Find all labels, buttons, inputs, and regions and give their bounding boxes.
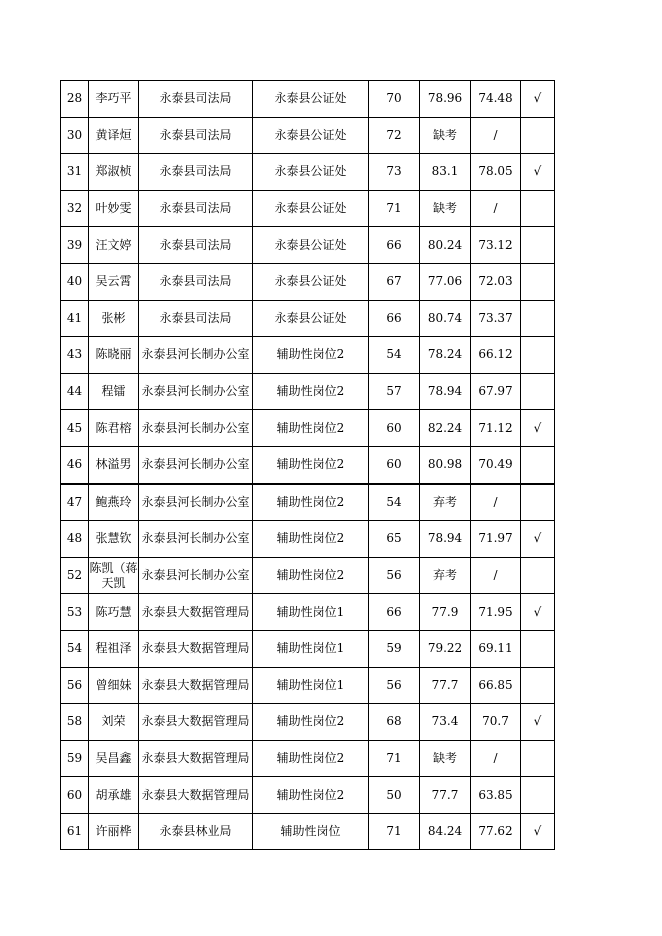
cell-post: 辅助性岗位2 bbox=[253, 337, 369, 374]
table-row bbox=[61, 777, 555, 814]
cell-number: 60 bbox=[61, 777, 89, 814]
cell-selected-mark bbox=[521, 300, 555, 337]
cell-name: 汪文婷 bbox=[89, 227, 139, 264]
cell-selected-mark bbox=[521, 263, 555, 300]
cell-total-score: 77.62 bbox=[471, 813, 521, 850]
cell-post: 辅助性岗位2 bbox=[253, 484, 369, 521]
cell-name: 陈君榕 bbox=[89, 410, 139, 447]
cell-interview-score: 缺考 bbox=[420, 117, 471, 154]
table-row bbox=[61, 81, 555, 118]
cell-unit: 永泰县大数据管理局 bbox=[139, 704, 253, 741]
cell-total-score: 72.03 bbox=[471, 263, 521, 300]
cell-number: 52 bbox=[61, 557, 89, 594]
cell-name: 李巧平 bbox=[89, 81, 139, 118]
cell-unit: 永泰县河长制办公室 bbox=[139, 373, 253, 410]
cell-post: 辅助性岗位2 bbox=[253, 410, 369, 447]
cell-interview-score: 84.24 bbox=[420, 813, 471, 850]
cell-name: 吴云霄 bbox=[89, 263, 139, 300]
results-table bbox=[60, 80, 555, 850]
table-row bbox=[61, 190, 555, 227]
cell-number: 39 bbox=[61, 227, 89, 264]
cell-name: 黄译烜 bbox=[89, 117, 139, 154]
cell-number: 56 bbox=[61, 667, 89, 704]
cell-unit: 永泰县司法局 bbox=[139, 81, 253, 118]
cell-interview-score: 77.7 bbox=[420, 777, 471, 814]
table-row bbox=[61, 813, 555, 850]
cell-selected-mark bbox=[521, 777, 555, 814]
cell-name: 胡承雄 bbox=[89, 777, 139, 814]
cell-selected-mark bbox=[521, 117, 555, 154]
cell-selected-mark bbox=[521, 337, 555, 374]
cell-selected-mark: √ bbox=[521, 704, 555, 741]
cell-number: 59 bbox=[61, 740, 89, 777]
table-row bbox=[61, 227, 555, 264]
cell-name: 陈晓丽 bbox=[89, 337, 139, 374]
cell-total-score: 67.97 bbox=[471, 373, 521, 410]
cell-total-score: / bbox=[471, 484, 521, 521]
cell-unit: 永泰县大数据管理局 bbox=[139, 740, 253, 777]
cell-total-score: 74.48 bbox=[471, 81, 521, 118]
cell-post: 辅助性岗位2 bbox=[253, 521, 369, 558]
cell-total-score: 78.05 bbox=[471, 154, 521, 191]
cell-post: 辅助性岗位1 bbox=[253, 594, 369, 631]
cell-number: 54 bbox=[61, 630, 89, 667]
cell-interview-score: 弃考 bbox=[420, 557, 471, 594]
cell-selected-mark bbox=[521, 446, 555, 483]
cell-post: 永泰县公证处 bbox=[253, 190, 369, 227]
cell-total-score: 66.12 bbox=[471, 337, 521, 374]
cell-name: 郑淑桢 bbox=[89, 154, 139, 191]
cell-unit: 永泰县大数据管理局 bbox=[139, 667, 253, 704]
cell-total-score: / bbox=[471, 557, 521, 594]
table-row bbox=[61, 373, 555, 410]
cell-total-score: / bbox=[471, 190, 521, 227]
cell-interview-score: 80.98 bbox=[420, 446, 471, 483]
table-row bbox=[61, 594, 555, 631]
cell-number: 43 bbox=[61, 337, 89, 374]
cell-written-score: 56 bbox=[369, 557, 420, 594]
cell-interview-score: 83.1 bbox=[420, 154, 471, 191]
cell-number: 32 bbox=[61, 190, 89, 227]
cell-interview-score: 78.94 bbox=[420, 521, 471, 558]
cell-name: 林溢男 bbox=[89, 446, 139, 483]
cell-selected-mark bbox=[521, 740, 555, 777]
cell-number: 28 bbox=[61, 81, 89, 118]
table-row bbox=[61, 630, 555, 667]
table-row bbox=[61, 410, 555, 447]
cell-written-score: 54 bbox=[369, 337, 420, 374]
cell-selected-mark: √ bbox=[521, 594, 555, 631]
cell-unit: 永泰县河长制办公室 bbox=[139, 337, 253, 374]
cell-interview-score: 73.4 bbox=[420, 704, 471, 741]
table-row bbox=[61, 484, 555, 521]
cell-total-score: 71.95 bbox=[471, 594, 521, 631]
table-row bbox=[61, 154, 555, 191]
cell-written-score: 60 bbox=[369, 446, 420, 483]
cell-written-score: 72 bbox=[369, 117, 420, 154]
cell-name: 陈凯（蒋天凯 bbox=[89, 557, 139, 594]
cell-number: 40 bbox=[61, 263, 89, 300]
cell-selected-mark: √ bbox=[521, 813, 555, 850]
cell-selected-mark bbox=[521, 630, 555, 667]
cell-post: 辅助性岗位1 bbox=[253, 630, 369, 667]
table-row bbox=[61, 337, 555, 374]
cell-written-score: 56 bbox=[369, 667, 420, 704]
cell-number: 53 bbox=[61, 594, 89, 631]
cell-interview-score: 缺考 bbox=[420, 190, 471, 227]
cell-total-score: 69.11 bbox=[471, 630, 521, 667]
cell-unit: 永泰县司法局 bbox=[139, 190, 253, 227]
cell-written-score: 66 bbox=[369, 594, 420, 631]
cell-unit: 永泰县河长制办公室 bbox=[139, 446, 253, 483]
cell-written-score: 70 bbox=[369, 81, 420, 118]
cell-number: 44 bbox=[61, 373, 89, 410]
cell-interview-score: 78.24 bbox=[420, 337, 471, 374]
cell-post: 辅助性岗位2 bbox=[253, 557, 369, 594]
cell-unit: 永泰县大数据管理局 bbox=[139, 777, 253, 814]
cell-total-score: 73.37 bbox=[471, 300, 521, 337]
cell-written-score: 65 bbox=[369, 521, 420, 558]
cell-interview-score: 弃考 bbox=[420, 484, 471, 521]
cell-selected-mark bbox=[521, 484, 555, 521]
cell-number: 31 bbox=[61, 154, 89, 191]
table-row bbox=[61, 557, 555, 594]
table-row bbox=[61, 446, 555, 483]
table-row bbox=[61, 740, 555, 777]
cell-total-score: 71.12 bbox=[471, 410, 521, 447]
cell-name: 张慧钦 bbox=[89, 521, 139, 558]
cell-unit: 永泰县司法局 bbox=[139, 263, 253, 300]
cell-unit: 永泰县河长制办公室 bbox=[139, 521, 253, 558]
cell-selected-mark: √ bbox=[521, 154, 555, 191]
cell-interview-score: 77.9 bbox=[420, 594, 471, 631]
cell-total-score: 70.7 bbox=[471, 704, 521, 741]
cell-interview-score: 77.06 bbox=[420, 263, 471, 300]
cell-name: 鲍燕玲 bbox=[89, 484, 139, 521]
cell-unit: 永泰县司法局 bbox=[139, 117, 253, 154]
cell-post: 永泰县公证处 bbox=[253, 263, 369, 300]
cell-name: 程祖泽 bbox=[89, 630, 139, 667]
cell-written-score: 50 bbox=[369, 777, 420, 814]
table-row bbox=[61, 263, 555, 300]
cell-number: 45 bbox=[61, 410, 89, 447]
cell-written-score: 68 bbox=[369, 704, 420, 741]
cell-selected-mark bbox=[521, 373, 555, 410]
cell-interview-score: 82.24 bbox=[420, 410, 471, 447]
cell-post: 辅助性岗位2 bbox=[253, 446, 369, 483]
cell-unit: 永泰县林业局 bbox=[139, 813, 253, 850]
cell-unit: 永泰县河长制办公室 bbox=[139, 557, 253, 594]
cell-name: 张彬 bbox=[89, 300, 139, 337]
cell-selected-mark: √ bbox=[521, 521, 555, 558]
cell-unit: 永泰县河长制办公室 bbox=[139, 410, 253, 447]
cell-post: 永泰县公证处 bbox=[253, 117, 369, 154]
cell-post: 辅助性岗位 bbox=[253, 813, 369, 850]
cell-post: 辅助性岗位2 bbox=[253, 704, 369, 741]
cell-written-score: 71 bbox=[369, 740, 420, 777]
cell-selected-mark: √ bbox=[521, 81, 555, 118]
cell-post: 辅助性岗位2 bbox=[253, 777, 369, 814]
cell-number: 41 bbox=[61, 300, 89, 337]
cell-post: 辅助性岗位1 bbox=[253, 667, 369, 704]
cell-interview-score: 78.94 bbox=[420, 373, 471, 410]
cell-post: 永泰县公证处 bbox=[253, 227, 369, 264]
cell-interview-score: 78.96 bbox=[420, 81, 471, 118]
cell-total-score: / bbox=[471, 740, 521, 777]
cell-written-score: 71 bbox=[369, 813, 420, 850]
cell-unit: 永泰县大数据管理局 bbox=[139, 594, 253, 631]
cell-total-score: 66.85 bbox=[471, 667, 521, 704]
cell-unit: 永泰县大数据管理局 bbox=[139, 630, 253, 667]
cell-number: 47 bbox=[61, 484, 89, 521]
cell-interview-score: 80.24 bbox=[420, 227, 471, 264]
cell-name: 叶妙雯 bbox=[89, 190, 139, 227]
cell-post: 永泰县公证处 bbox=[253, 154, 369, 191]
cell-post: 辅助性岗位2 bbox=[253, 373, 369, 410]
cell-total-score: 63.85 bbox=[471, 777, 521, 814]
cell-interview-score: 77.7 bbox=[420, 667, 471, 704]
table-row bbox=[61, 704, 555, 741]
table-row bbox=[61, 667, 555, 704]
cell-selected-mark: √ bbox=[521, 410, 555, 447]
cell-written-score: 66 bbox=[369, 227, 420, 264]
cell-post: 辅助性岗位2 bbox=[253, 740, 369, 777]
cell-written-score: 54 bbox=[369, 484, 420, 521]
cell-total-score: 73.12 bbox=[471, 227, 521, 264]
cell-number: 58 bbox=[61, 704, 89, 741]
cell-post: 永泰县公证处 bbox=[253, 300, 369, 337]
cell-number: 46 bbox=[61, 446, 89, 483]
cell-name: 刘荣 bbox=[89, 704, 139, 741]
cell-interview-score: 80.74 bbox=[420, 300, 471, 337]
cell-total-score: 70.49 bbox=[471, 446, 521, 483]
cell-written-score: 60 bbox=[369, 410, 420, 447]
cell-name: 曾细妹 bbox=[89, 667, 139, 704]
cell-unit: 永泰县司法局 bbox=[139, 154, 253, 191]
cell-number: 48 bbox=[61, 521, 89, 558]
cell-name: 吴昌鑫 bbox=[89, 740, 139, 777]
cell-name: 程镭 bbox=[89, 373, 139, 410]
cell-unit: 永泰县司法局 bbox=[139, 300, 253, 337]
cell-selected-mark bbox=[521, 667, 555, 704]
cell-total-score: / bbox=[471, 117, 521, 154]
cell-unit: 永泰县司法局 bbox=[139, 227, 253, 264]
cell-written-score: 57 bbox=[369, 373, 420, 410]
cell-post: 永泰县公证处 bbox=[253, 81, 369, 118]
cell-name: 陈巧慧 bbox=[89, 594, 139, 631]
table-row bbox=[61, 521, 555, 558]
table-row bbox=[61, 117, 555, 154]
cell-name: 许丽桦 bbox=[89, 813, 139, 850]
cell-selected-mark bbox=[521, 190, 555, 227]
cell-unit: 永泰县河长制办公室 bbox=[139, 484, 253, 521]
cell-interview-score: 缺考 bbox=[420, 740, 471, 777]
cell-interview-score: 79.22 bbox=[420, 630, 471, 667]
cell-number: 30 bbox=[61, 117, 89, 154]
cell-written-score: 71 bbox=[369, 190, 420, 227]
cell-written-score: 73 bbox=[369, 154, 420, 191]
cell-selected-mark bbox=[521, 227, 555, 264]
cell-written-score: 66 bbox=[369, 300, 420, 337]
table-row bbox=[61, 300, 555, 337]
cell-total-score: 71.97 bbox=[471, 521, 521, 558]
cell-number: 61 bbox=[61, 813, 89, 850]
cell-written-score: 59 bbox=[369, 630, 420, 667]
cell-written-score: 67 bbox=[369, 263, 420, 300]
cell-selected-mark bbox=[521, 557, 555, 594]
